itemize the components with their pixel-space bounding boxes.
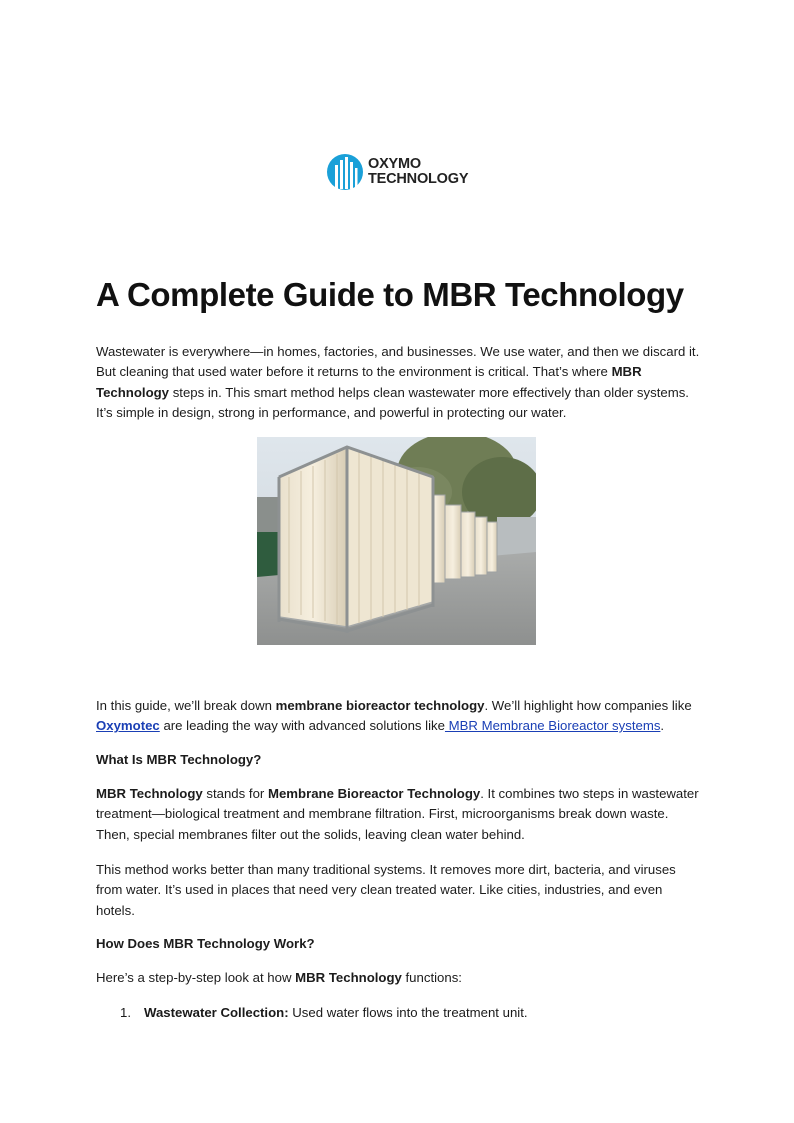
logo-wordmark — [368, 157, 468, 187]
steps-intro-bold: MBR Technology — [295, 970, 402, 985]
intro-bold: MBR Technology — [96, 364, 642, 400]
oxymotec-link[interactable]: Oxymotec — [96, 718, 160, 734]
list-item-text: Used water flows into the treatment unit. — [288, 1005, 528, 1020]
intro-text-2: steps in. This smart method helps clean wastewater more effectively than older systems. It’s simple in design, strong in performance, and powerful in protecting our water. — [96, 384, 689, 421]
guide-paragraph — [96, 696, 700, 737]
guide-bold: membrane bioreactor technology — [275, 698, 485, 713]
intro-paragraph — [96, 342, 700, 424]
logo-line-1: OXYMO — [368, 156, 421, 172]
guide-text-4: . — [660, 718, 665, 734]
steps-intro-paragraph — [96, 968, 700, 988]
mbr-membrane-modules-photo — [257, 437, 536, 645]
list-item-bold: Wastewater Collection: — [144, 1005, 289, 1020]
list-item — [120, 1003, 528, 1023]
company-logo — [326, 152, 468, 192]
intro-text-1: Wastewater is everywhere—in homes, factories, and businesses. We use water, and then we discard it. But cleaning that used water before it returns to the environment is critical. That’s where — [96, 344, 700, 380]
definition-bold-1: MBR Technology — [96, 786, 203, 801]
definition-text-1: stands for — [202, 786, 268, 801]
section-heading-how-it-works: How Does MBR Technology Work? — [96, 936, 315, 951]
steps-intro-text-2: functions: — [401, 970, 462, 985]
guide-text-1: In this guide, we’ll break down — [96, 698, 276, 713]
benefits-paragraph: This method works better than many traditional systems. It removes more dirt, bacteria, and viruses from water. It’s used in places that need very clean treated water. Like cities, industries, and even hotels. — [96, 862, 676, 918]
steps-intro-text-1: Here’s a step-by-step look at how — [96, 970, 296, 985]
mbr-systems-link[interactable]: MBR Membrane Bioreactor systems — [444, 718, 661, 734]
definition-bold-2: Membrane Bioreactor Technology — [267, 786, 481, 801]
guide-text-3: are leading the way with advanced solutions like — [159, 718, 445, 734]
logo-mark-icon — [326, 152, 364, 192]
definition-text-2: . It combines two steps in wastewater treatment—biological treatment and membrane filtration. First, microorganisms break down waste. Then, special membranes filter out the solids, leaving clean water behind. — [96, 786, 699, 842]
guide-text-2: . We’ll highlight how companies like — [484, 698, 692, 713]
definition-paragraph — [96, 784, 700, 845]
list-item-number: 1. — [120, 1005, 131, 1020]
page-title: A Complete Guide to MBR Technology — [96, 276, 684, 313]
logo-line-2: TECHNOLOGY — [368, 171, 469, 187]
section-heading-what-is: What Is MBR Technology? — [96, 752, 262, 767]
